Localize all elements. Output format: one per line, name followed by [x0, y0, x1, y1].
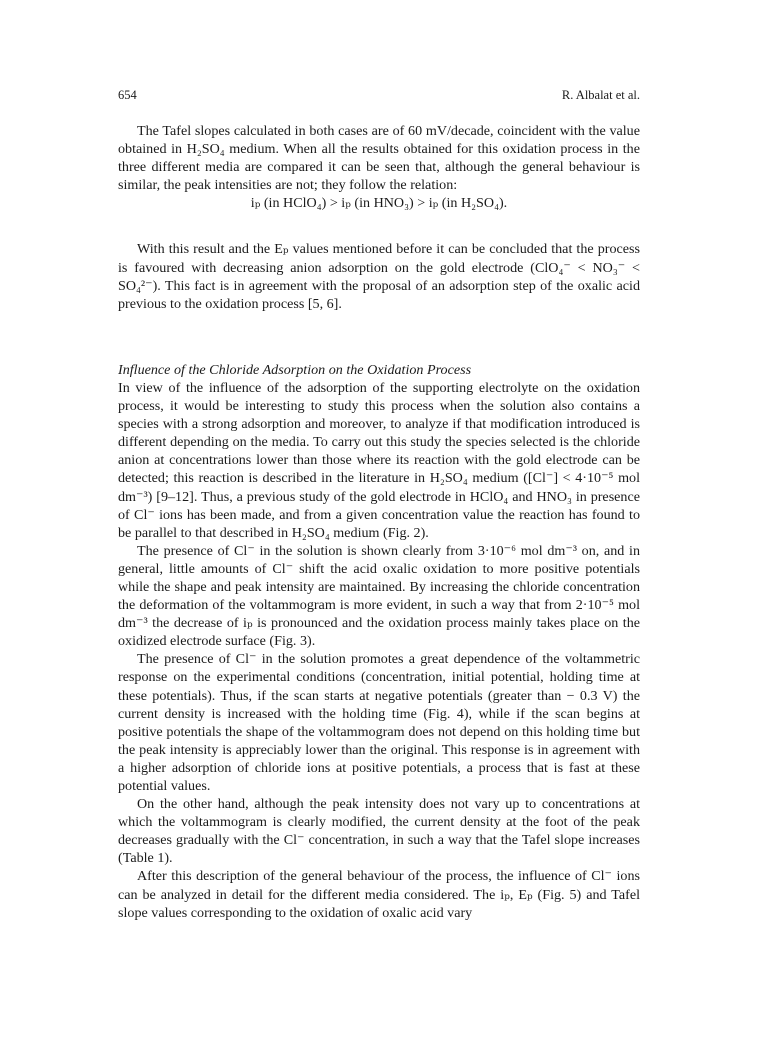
body-text: [118, 122, 640, 922]
running-header: [118, 88, 640, 106]
paragraph-experimental-dependence: The presence of Cl⁻ in the solution promotes a great dependence of the voltammetric response on the experimental conditions (concentration, initial potential, holding time at these potentials). Thus, if the scan starts at negative potentials (greater than − 0.3 V) the current density is increased with the holding time (Fig. 4), while if the scan begins at positive potentials the shape of the voltammogram does not depend on this holding time but the peak intensity is appreciably lower than the original. This response is in agreement with a higher adsorption of chloride ions at positive potentials, a process that is fast at these potential values.: [118, 651, 640, 794]
paragraph-tafel-slopes: The Tafel slopes calculated in both cases are of 60 mV/decade, coincident with the value obtained in H₂SO₄ medium. When all the results obtained for this oxidation process in the three different media are compared it can be seen that, although the general behaviour is similar, the peak intensities are not; they follow the relation:: [118, 123, 640, 194]
paragraph-anion-adsorption: With this result and the Eₚ values mentioned before it can be concluded that the process is favoured with decreasing anion adsorption on the gold electrode (ClO₄⁻ < NO₃⁻ < SO₄²⁻). This fact is in agreement with the proposal of an adsorption step of the oxalic acid previous to the oxidation process [5, 6].: [118, 241, 640, 312]
running-head-authors: R. Albalat et al.: [561, 88, 640, 102]
page-number: 654: [118, 88, 137, 102]
paragraph-peak-intensity: On the other hand, although the peak intensity does not vary up to concentrations at which the voltammogram is clearly modified, the current density at the foot of the peak decreases gradually with the Cl⁻ concentration, in such a way that the Tafel slope increases (Table 1).: [118, 796, 640, 867]
paragraph-chloride-presence: The presence of Cl⁻ in the solution is shown clearly from 3·10⁻⁶ mol dm⁻³ on, and in general, little amounts of Cl⁻ shift the acid oxalic oxidation to more positive potentials while the shape and peak intensity are maintained. By increasing the chloride concentration the deformation of the voltammogram is more evident, in such a way that from 2·10⁻⁵ mol dm⁻³ the decrease of iₚ is pronounced and the oxidation process mainly takes place on the oxidized electrode surface (Fig. 3).: [118, 542, 640, 650]
paragraph-chloride-intro: In view of the influence of the adsorption of the supporting electrolyte on the oxidation process, it would be interesting to study this process when the solution also contains a species with a strong adsorption and moreover, to analyze if that modification introduced is different depending on the media. To carry out this study the species selected is the chloride anion at concentrations lower than those where its reaction with the gold electrode can be detected; this reaction is described in the literature in H₂SO₄ medium ([Cl⁻] < 4·10⁻⁵ mol dm⁻³) [9–12]. Thus, a previous study of the gold electrode in HClO₄ and HNO₃ in presence of Cl⁻ ions has been made, and from a given concentration value the reaction has found to be parallel to that described in H₂SO₄ medium (Fig. 2).: [118, 379, 640, 541]
peak-intensity-relation: iₚ (in HClO₄) > iₚ (in HNO₃) > iₚ (in H₂SO₄).: [250, 195, 508, 212]
paragraph-media-analysis: After this description of the general behaviour of the process, the influence of Cl⁻ ions can be analyzed in detail for the different media considered. The iₚ, Eₚ (Fig. 5) and Tafel slope values corresponding to the oxidation of oxalic acid vary: [118, 868, 640, 921]
section-heading: Influence of the Chloride Adsorption on the Oxidation Process: [118, 361, 472, 378]
